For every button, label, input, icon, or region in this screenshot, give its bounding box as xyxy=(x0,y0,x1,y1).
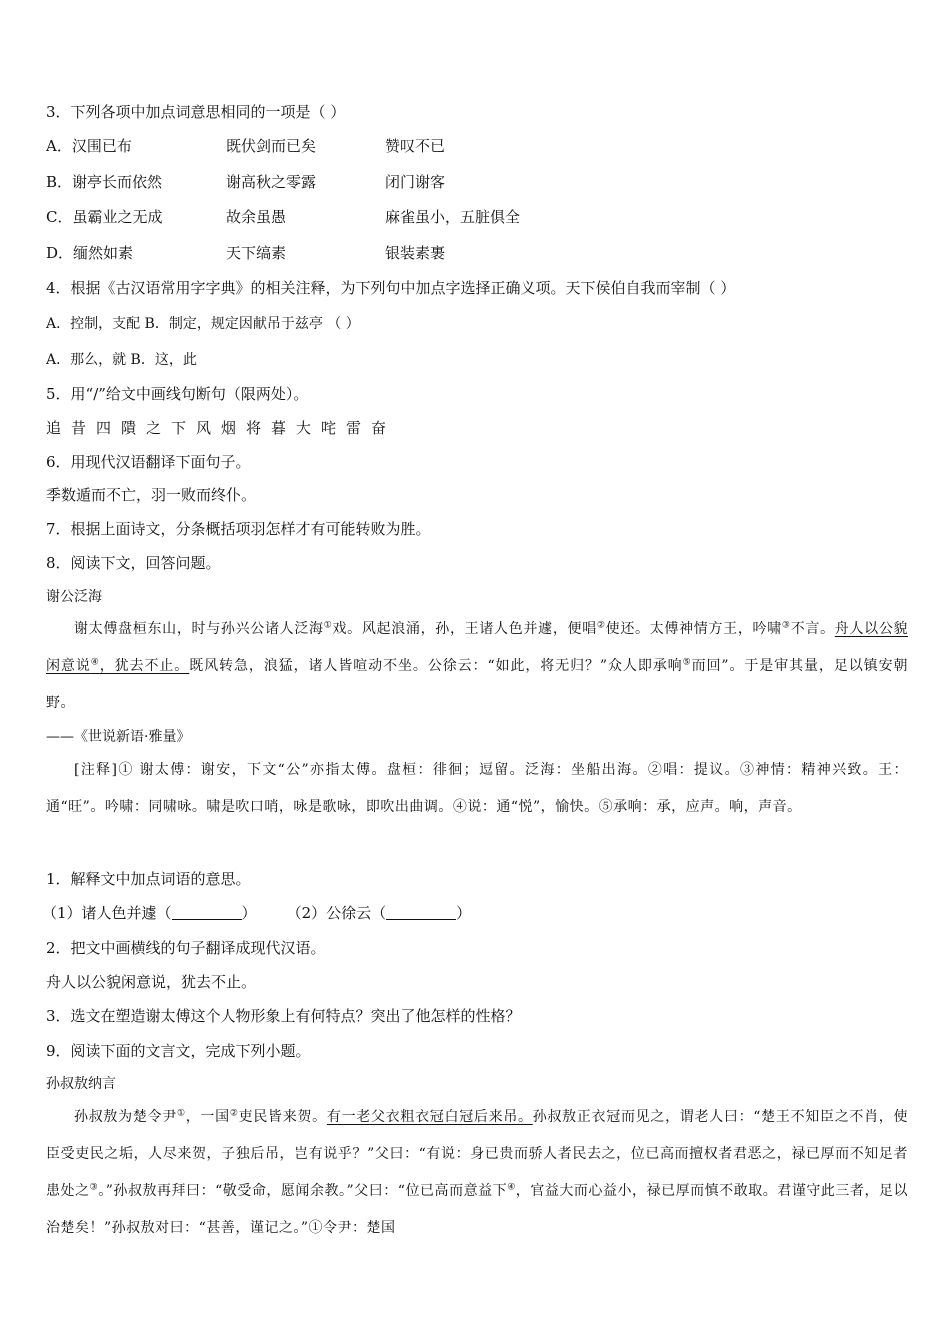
passage-title: 谢公泛海 xyxy=(46,589,102,605)
q8-sub3-stem: 3．选文在塑造谢太傅这个人物形象上有何特点？突出了他怎样的性格？ xyxy=(46,1007,521,1025)
underlined-sentence: 舟人以公貌闲意说④，犹去不止。 xyxy=(46,621,909,674)
q3-option-a-b: 既伏剑而已矣 xyxy=(226,137,317,155)
question-4-stem: 4．根据《古汉语常用字字典》的相关注释，为下列句中加点字选择正确义项。天下侯伯自我而宰制（ ） xyxy=(46,279,736,297)
question-8-stem: 8．阅读下文，回答问题。 xyxy=(46,554,221,572)
q6-text: 季数遁而不亡，羽一败而终仆。 xyxy=(46,486,257,504)
question-7-stem: 7．根据上面诗文，分条概括项羽怎样才有可能转败为胜。 xyxy=(46,520,431,538)
q3-option-b-c: 闭门谢客 xyxy=(385,173,446,191)
question-3-stem: 3．下列各项中加点词意思相同的一项是（ ） xyxy=(46,103,346,121)
underlined-sentence-2: 有一老父衣粗衣冠白冠后来吊。 xyxy=(326,1109,533,1125)
answer-blank-2[interactable] xyxy=(386,905,456,920)
q3-option-d-b: 天下缟素 xyxy=(226,244,287,262)
passage-paragraph: 谢太傅盘桓东山，时与孙兴公诸人泛海①戏。风起浪涌，孙，王诸人色并遽，便唱②使还。太傅神情方王，吟啸③不言。舟人以公貌闲意说④，犹去不止。既风转急，浪猛，诸人皆喧动不坐。公徐云：“如此，将无归？”众人即承响⑤而回”。于是审其量，足以镇安朝野。 xyxy=(46,620,909,711)
answer-blank-1[interactable] xyxy=(172,905,242,920)
q3-option-c-label: C．虽霸业之无成 xyxy=(46,208,163,226)
question-9-stem: 9．阅读下面的文言文，完成下列小题。 xyxy=(46,1042,311,1060)
question-6-stem: 6．用现代汉语翻译下面句子。 xyxy=(46,453,251,471)
q8-sub2-stem: 2．把文中画横线的句子翻译成现代汉语。 xyxy=(46,939,326,957)
question-5-stem: 5．用“/”给文中画线句断句（限两处）。 xyxy=(46,385,309,403)
passage-source: ——《世说新语·雅量》 xyxy=(46,729,191,745)
q4-line-1: A．控制，支配 B．制定，规定因献吊于兹亭 （ ） xyxy=(46,316,360,332)
q8-sub1-stem: 1．解释文中加点词语的意思。 xyxy=(46,870,251,888)
q3-option-b-b: 谢高秋之零露 xyxy=(226,173,317,191)
q8-sub1-answers: （1）诸人色并遽（ ） （2）公徐云（ ） xyxy=(42,904,472,922)
q8-sub2-text: 舟人以公貌闲意说，犹去不止。 xyxy=(46,973,257,991)
passage-notes: [注释]① 谢太傅：谢安，下文“公”亦指太傅。盘桓：徘徊；逗留。泛海：坐船出海。②唱：提议。③神情：精神兴致。王：通“旺”。吟啸：同啸咏。啸是吹口哨，咏是歌咏，即吹出曲调。④说：通“悦”，愉快。⑤承响：承，应声。响，声音。 xyxy=(46,762,908,815)
q3-option-c-b: 故余虽愚 xyxy=(226,208,287,226)
q3-option-d-c: 银装素裹 xyxy=(385,244,446,262)
q3-option-a-c: 赞叹不已 xyxy=(385,137,446,155)
q4-line-2: A．那么，就 B．这，此 xyxy=(46,352,197,368)
q3-option-d-label: D．缅然如素 xyxy=(46,244,134,262)
passage-2-title: 孙叔敖纳言 xyxy=(46,1076,116,1092)
q3-option-c-c: 麻雀虽小，五脏俱全 xyxy=(385,208,521,226)
q3-option-b-label: B．谢亭长而依然 xyxy=(46,173,163,191)
passage-2-paragraph: 孙叔敖为楚令尹①，一国②吏民皆来贺。有一老父衣粗衣冠白冠后来吊。孙叔敖正衣冠而见之，谓老人曰：“楚王不知臣之不肖，使臣受吏民之垢，人尽来贺，子独后吊，岂有说乎？”父曰：“有说：身已贵而骄人者民去之，位已高而擅权者君恶之，禄已厚而不知足者患处之③。”孙叔敖再拜曰：“敬受命，愿闻余教。”父曰：“位已高而意益下④，官益大而心益小，禄已厚而慎不敢取。君谨守此三者，足以治楚矣！”孙叔敖对曰：“甚善，谨记之。”①令尹：楚国 xyxy=(46,1108,909,1236)
q3-option-a-label: A．汉围已布 xyxy=(46,137,132,155)
q5-text: 追昔四隤之下风烟将暮大咤雷奋 xyxy=(46,419,397,437)
